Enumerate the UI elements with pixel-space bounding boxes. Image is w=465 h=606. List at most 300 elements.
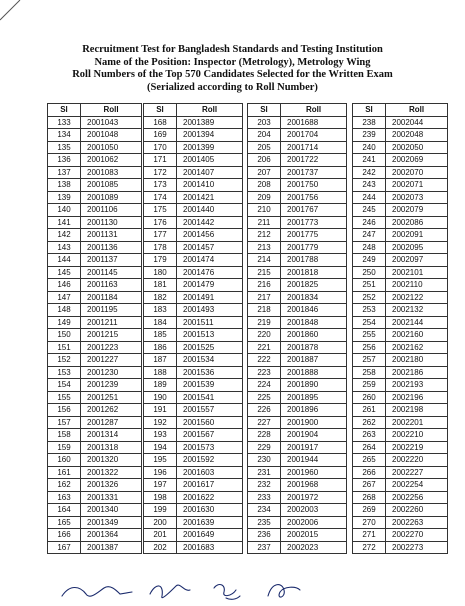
table-row — [144, 216, 243, 229]
table-row — [48, 329, 142, 342]
table-row — [144, 366, 243, 379]
table-row — [248, 516, 347, 529]
roll-cell: 2002070 — [386, 166, 448, 179]
table-row — [353, 116, 448, 129]
roll-table-1 — [47, 103, 142, 554]
sl-cell: 209 — [248, 191, 281, 204]
sl-cell: 149 — [48, 316, 81, 329]
sl-cell: 212 — [248, 229, 281, 242]
roll-cell: 2001457 — [177, 241, 243, 254]
table-row — [48, 391, 142, 404]
table-row — [144, 166, 243, 179]
roll-cell: 2001704 — [281, 129, 347, 142]
roll-table-4 — [352, 103, 448, 554]
column-header-roll: Roll — [281, 104, 347, 117]
table-row — [248, 529, 347, 542]
roll-cell: 2001622 — [177, 491, 243, 504]
sl-cell: 140 — [48, 204, 81, 217]
roll-cell: 2001491 — [177, 291, 243, 304]
sl-cell: 173 — [144, 179, 177, 192]
sl-cell: 247 — [353, 229, 386, 242]
sl-cell: 229 — [248, 441, 281, 454]
table-row — [144, 529, 243, 542]
table-row — [144, 491, 243, 504]
roll-cell: 2002044 — [386, 116, 448, 129]
sl-cell: 220 — [248, 329, 281, 342]
table-row — [248, 154, 347, 167]
roll-cell: 2001972 — [281, 491, 347, 504]
table-row — [248, 254, 347, 267]
roll-cell: 2001479 — [177, 279, 243, 292]
sl-cell: 180 — [144, 266, 177, 279]
sl-cell: 177 — [144, 229, 177, 242]
header-line-3: Roll Numbers of the Top 570 Candidates Selected for the Written Exam — [72, 69, 393, 81]
table-row — [353, 416, 448, 429]
sl-cell: 143 — [48, 241, 81, 254]
sl-cell: 240 — [353, 141, 386, 154]
roll-cell: 2002160 — [386, 329, 448, 342]
sl-cell: 264 — [353, 441, 386, 454]
sl-cell: 210 — [248, 204, 281, 217]
table-row — [144, 441, 243, 454]
table-row — [248, 404, 347, 417]
roll-cell: 2001331 — [81, 491, 142, 504]
sl-cell: 243 — [353, 179, 386, 192]
sl-cell: 184 — [144, 316, 177, 329]
table-row — [353, 179, 448, 192]
table-row — [248, 329, 347, 342]
roll-cell: 2001442 — [177, 216, 243, 229]
table-row — [48, 204, 142, 217]
roll-cell: 2001750 — [281, 179, 347, 192]
table-row — [353, 204, 448, 217]
table-row — [48, 441, 142, 454]
roll-cell: 2002254 — [386, 479, 448, 492]
sl-cell: 160 — [48, 454, 81, 467]
signature-1 — [62, 587, 132, 596]
signature-4 — [268, 585, 300, 597]
header-line-2: Name of the Position: Inspector (Metrology), Metrology Wing — [94, 56, 371, 68]
sl-cell: 225 — [248, 391, 281, 404]
roll-cell: 2001364 — [81, 529, 142, 542]
roll-cell: 2002071 — [386, 179, 448, 192]
sl-cell: 214 — [248, 254, 281, 267]
table-row — [248, 229, 347, 242]
sl-cell: 206 — [248, 154, 281, 167]
table-row — [48, 491, 142, 504]
roll-cell: 2002270 — [386, 529, 448, 542]
sl-cell: 223 — [248, 366, 281, 379]
sl-cell: 172 — [144, 166, 177, 179]
table-row — [144, 391, 243, 404]
roll-cell: 2001131 — [81, 229, 142, 242]
sl-cell: 215 — [248, 266, 281, 279]
sl-cell: 205 — [248, 141, 281, 154]
table-row — [248, 116, 347, 129]
table-row — [144, 179, 243, 192]
table-row — [144, 154, 243, 167]
table-row — [144, 454, 243, 467]
table-row — [248, 291, 347, 304]
table-row — [248, 141, 347, 154]
table-row — [48, 504, 142, 517]
table-row — [144, 304, 243, 317]
roll-cell: 2001394 — [177, 129, 243, 142]
roll-cell: 2001106 — [81, 204, 142, 217]
table-row — [353, 429, 448, 442]
table-row — [48, 529, 142, 542]
table-row — [48, 279, 142, 292]
sl-cell: 152 — [48, 354, 81, 367]
sl-cell: 169 — [144, 129, 177, 142]
sl-cell: 190 — [144, 391, 177, 404]
table-row — [48, 266, 142, 279]
table-row — [48, 129, 142, 142]
sl-cell: 269 — [353, 504, 386, 517]
table-row — [48, 479, 142, 492]
roll-cell: 2002086 — [386, 216, 448, 229]
sl-cell: 157 — [48, 416, 81, 429]
roll-cell: 2002122 — [386, 291, 448, 304]
signature-2 — [150, 585, 190, 598]
table-row — [353, 529, 448, 542]
table-row — [248, 366, 347, 379]
table-row — [248, 166, 347, 179]
sl-cell: 235 — [248, 516, 281, 529]
table-row — [353, 241, 448, 254]
roll-cell: 2001230 — [81, 366, 142, 379]
roll-cell: 2001603 — [177, 466, 243, 479]
roll-cell: 2001825 — [281, 279, 347, 292]
sl-cell: 219 — [248, 316, 281, 329]
table-row — [248, 204, 347, 217]
roll-cell: 2002198 — [386, 404, 448, 417]
roll-cell: 2001287 — [81, 416, 142, 429]
sl-cell: 249 — [353, 254, 386, 267]
table-row — [353, 341, 448, 354]
column-header-roll: Roll — [386, 104, 448, 117]
column-header-roll: Roll — [177, 104, 243, 117]
roll-cell: 2001227 — [81, 354, 142, 367]
roll-cell: 2001896 — [281, 404, 347, 417]
sl-cell: 182 — [144, 291, 177, 304]
sl-cell: 192 — [144, 416, 177, 429]
sl-cell: 134 — [48, 129, 81, 142]
roll-cell: 2001775 — [281, 229, 347, 242]
sl-cell: 179 — [144, 254, 177, 267]
table-row — [248, 454, 347, 467]
table-row — [144, 416, 243, 429]
sl-cell: 174 — [144, 191, 177, 204]
roll-cell: 2001960 — [281, 466, 347, 479]
roll-cell: 2001592 — [177, 454, 243, 467]
table-row — [144, 541, 243, 554]
column-header-sl: Sl — [248, 104, 281, 117]
table-row — [353, 454, 448, 467]
table-row — [144, 241, 243, 254]
table-row — [248, 416, 347, 429]
sl-cell: 228 — [248, 429, 281, 442]
table-row — [144, 354, 243, 367]
sl-cell: 198 — [144, 491, 177, 504]
sl-cell: 260 — [353, 391, 386, 404]
sl-cell: 194 — [144, 441, 177, 454]
table-row — [48, 241, 142, 254]
sl-cell: 138 — [48, 179, 81, 192]
table-row — [248, 479, 347, 492]
sl-cell: 200 — [144, 516, 177, 529]
roll-cell: 2001405 — [177, 154, 243, 167]
roll-tables — [0, 103, 465, 567]
table-row — [248, 504, 347, 517]
roll-cell: 2002180 — [386, 354, 448, 367]
sl-cell: 234 — [248, 504, 281, 517]
table-row — [353, 279, 448, 292]
roll-cell: 2001767 — [281, 204, 347, 217]
roll-cell: 2002023 — [281, 541, 347, 554]
sl-cell: 224 — [248, 379, 281, 392]
roll-cell: 2001788 — [281, 254, 347, 267]
sl-cell: 227 — [248, 416, 281, 429]
roll-cell: 2002079 — [386, 204, 448, 217]
sl-cell: 188 — [144, 366, 177, 379]
sl-cell: 189 — [144, 379, 177, 392]
roll-cell: 2001389 — [177, 116, 243, 129]
table-row — [48, 379, 142, 392]
roll-cell: 2001130 — [81, 216, 142, 229]
sl-cell: 146 — [48, 279, 81, 292]
roll-cell: 2001195 — [81, 304, 142, 317]
roll-cell: 2001262 — [81, 404, 142, 417]
roll-cell: 2001050 — [81, 141, 142, 154]
roll-cell: 2001136 — [81, 241, 142, 254]
table-row — [48, 541, 142, 554]
sl-cell: 136 — [48, 154, 81, 167]
roll-cell: 2002162 — [386, 341, 448, 354]
table-row — [248, 266, 347, 279]
sl-cell: 202 — [144, 541, 177, 554]
table-row — [48, 416, 142, 429]
sl-cell: 268 — [353, 491, 386, 504]
roll-cell: 2001223 — [81, 341, 142, 354]
sl-cell: 159 — [48, 441, 81, 454]
roll-cell: 2001557 — [177, 404, 243, 417]
column-header-sl: Sl — [144, 104, 177, 117]
sl-cell: 216 — [248, 279, 281, 292]
roll-cell: 2001818 — [281, 266, 347, 279]
table-row — [48, 291, 142, 304]
sl-cell: 246 — [353, 216, 386, 229]
sl-cell: 161 — [48, 466, 81, 479]
table-row — [353, 316, 448, 329]
roll-cell: 2001737 — [281, 166, 347, 179]
sl-cell: 178 — [144, 241, 177, 254]
table-row — [144, 116, 243, 129]
sl-cell: 255 — [353, 329, 386, 342]
table-row — [144, 129, 243, 142]
roll-cell: 2002186 — [386, 366, 448, 379]
table-row — [144, 329, 243, 342]
roll-cell: 2001089 — [81, 191, 142, 204]
table-row — [144, 229, 243, 242]
column-header-roll: Roll — [81, 104, 142, 117]
sl-cell: 265 — [353, 454, 386, 467]
table-row — [144, 141, 243, 154]
signatures — [0, 574, 465, 606]
roll-cell: 2001163 — [81, 279, 142, 292]
sl-cell: 201 — [144, 529, 177, 542]
table-row — [48, 179, 142, 192]
table-row — [353, 491, 448, 504]
table-row — [248, 179, 347, 192]
roll-cell: 2002091 — [386, 229, 448, 242]
roll-cell: 2002006 — [281, 516, 347, 529]
roll-cell: 2001534 — [177, 354, 243, 367]
sl-cell: 199 — [144, 504, 177, 517]
table-row — [144, 341, 243, 354]
table-row — [48, 341, 142, 354]
roll-cell: 2001410 — [177, 179, 243, 192]
roll-cell: 2001888 — [281, 366, 347, 379]
roll-cell: 2001320 — [81, 454, 142, 467]
sl-cell: 145 — [48, 266, 81, 279]
table-row — [248, 341, 347, 354]
table-row — [353, 479, 448, 492]
sl-cell: 133 — [48, 116, 81, 129]
roll-cell: 2001184 — [81, 291, 142, 304]
roll-cell: 2002132 — [386, 304, 448, 317]
sl-cell: 242 — [353, 166, 386, 179]
roll-cell: 2001474 — [177, 254, 243, 267]
sl-cell: 165 — [48, 516, 81, 529]
table-row — [353, 441, 448, 454]
table-row — [248, 279, 347, 292]
roll-cell: 2001895 — [281, 391, 347, 404]
sl-cell: 135 — [48, 141, 81, 154]
table-row — [48, 454, 142, 467]
roll-cell: 2002097 — [386, 254, 448, 267]
sl-cell: 251 — [353, 279, 386, 292]
sl-cell: 230 — [248, 454, 281, 467]
sl-cell: 262 — [353, 416, 386, 429]
table-row — [248, 304, 347, 317]
sl-cell: 150 — [48, 329, 81, 342]
table-row — [48, 304, 142, 317]
roll-cell: 2001145 — [81, 266, 142, 279]
sl-cell: 196 — [144, 466, 177, 479]
sl-cell: 256 — [353, 341, 386, 354]
roll-cell: 2001511 — [177, 316, 243, 329]
sl-cell: 267 — [353, 479, 386, 492]
roll-cell: 2001649 — [177, 529, 243, 542]
table-row — [248, 441, 347, 454]
sl-cell: 170 — [144, 141, 177, 154]
table-row — [48, 354, 142, 367]
table-row — [48, 141, 142, 154]
sl-cell: 239 — [353, 129, 386, 142]
roll-cell: 2001476 — [177, 266, 243, 279]
sl-cell: 221 — [248, 341, 281, 354]
table-row — [144, 466, 243, 479]
roll-cell: 2001904 — [281, 429, 347, 442]
roll-cell: 2002260 — [386, 504, 448, 517]
roll-cell: 2002003 — [281, 504, 347, 517]
table-row — [144, 279, 243, 292]
sl-cell: 153 — [48, 366, 81, 379]
sl-cell: 207 — [248, 166, 281, 179]
roll-cell: 2002263 — [386, 516, 448, 529]
table-row — [48, 366, 142, 379]
sl-cell: 187 — [144, 354, 177, 367]
column-header-sl: Sl — [353, 104, 386, 117]
table-row — [353, 379, 448, 392]
roll-cell: 2001062 — [81, 154, 142, 167]
roll-cell: 2001525 — [177, 341, 243, 354]
table-row — [353, 504, 448, 517]
table-row — [248, 241, 347, 254]
roll-table-2 — [143, 103, 243, 554]
roll-cell: 2001322 — [81, 466, 142, 479]
table-row — [144, 316, 243, 329]
sl-cell: 218 — [248, 304, 281, 317]
sl-cell: 191 — [144, 404, 177, 417]
table-row — [353, 166, 448, 179]
header-line-4: (Serialized according to Roll Number) — [147, 81, 318, 93]
roll-cell: 2002095 — [386, 241, 448, 254]
roll-cell: 2001085 — [81, 179, 142, 192]
sl-cell: 222 — [248, 354, 281, 367]
roll-cell: 2002073 — [386, 191, 448, 204]
roll-cell: 2001215 — [81, 329, 142, 342]
roll-cell: 2001137 — [81, 254, 142, 267]
sl-cell: 204 — [248, 129, 281, 142]
sl-cell: 195 — [144, 454, 177, 467]
table-row — [144, 404, 243, 417]
sl-cell: 271 — [353, 529, 386, 542]
sl-cell: 231 — [248, 466, 281, 479]
sl-cell: 252 — [353, 291, 386, 304]
table-row — [248, 541, 347, 554]
roll-cell: 2002048 — [386, 129, 448, 142]
roll-cell: 2002050 — [386, 141, 448, 154]
sl-cell: 148 — [48, 304, 81, 317]
table-row — [48, 429, 142, 442]
roll-cell: 2001349 — [81, 516, 142, 529]
table-row — [48, 516, 142, 529]
roll-cell: 2001536 — [177, 366, 243, 379]
roll-cell: 2001890 — [281, 379, 347, 392]
header-line-1: Recruitment Test for Bangladesh Standards and Testing Institution — [82, 44, 383, 55]
sl-cell: 257 — [353, 354, 386, 367]
sl-cell: 244 — [353, 191, 386, 204]
sl-cell: 237 — [248, 541, 281, 554]
roll-cell: 2001493 — [177, 304, 243, 317]
roll-cell: 2001048 — [81, 129, 142, 142]
roll-cell: 2002201 — [386, 416, 448, 429]
sl-cell: 197 — [144, 479, 177, 492]
sl-cell: 158 — [48, 429, 81, 442]
sl-cell: 176 — [144, 216, 177, 229]
sl-cell: 272 — [353, 541, 386, 554]
sl-cell: 266 — [353, 466, 386, 479]
table-row — [144, 516, 243, 529]
sl-cell: 185 — [144, 329, 177, 342]
roll-cell: 2001714 — [281, 141, 347, 154]
table-row — [353, 291, 448, 304]
table-row — [144, 379, 243, 392]
roll-cell: 2001617 — [177, 479, 243, 492]
table-row — [48, 166, 142, 179]
